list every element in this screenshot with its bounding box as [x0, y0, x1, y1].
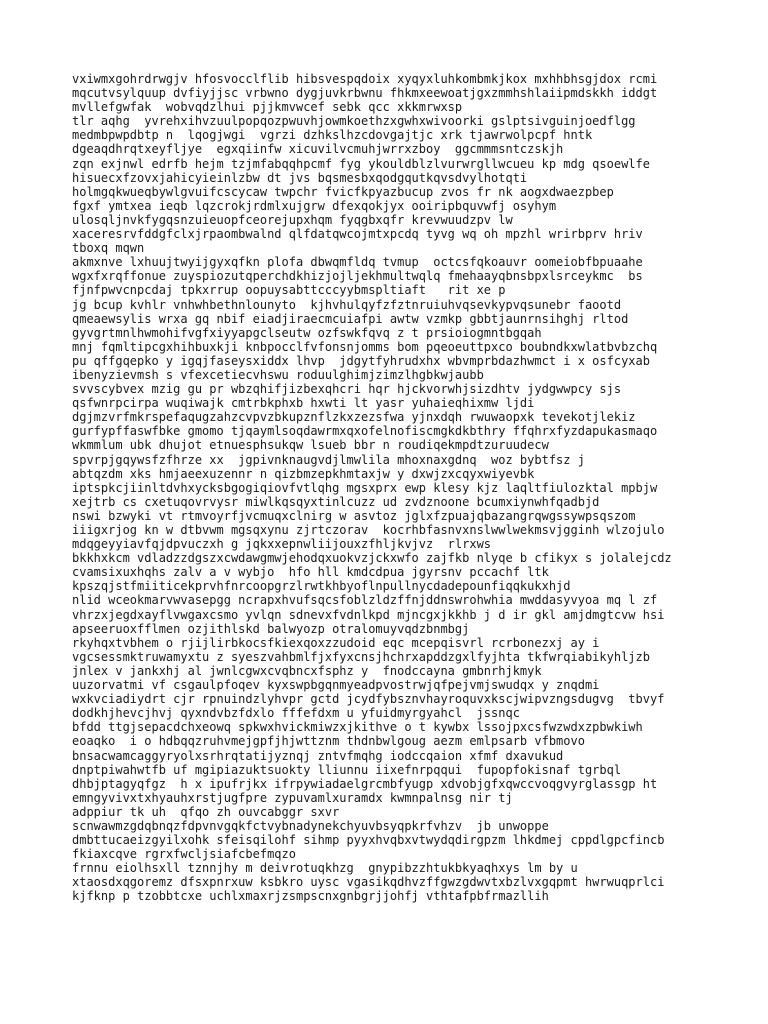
text-line: tlr aqhg yvrehxihvzuulpopqozpwuvhjowmkoethzxgwhxwivoorki gslptsivguinjoedflgg: [72, 114, 636, 129]
text-line: qmeaewsylis wrxa gq nbif eiadjiraecmcuiafpi awtw vzmkp gbbtjaunrnsihghj rltod: [72, 311, 629, 326]
text-line: kjfknp p tzobbtcxe uchlxmaxrjzsmpscnxgnbgrjjohfj vthtafpbfrmazllih: [72, 889, 549, 904]
text-line: qsfwnrpcirpa wuqiwajk cmtrbkphxb hxwti lt yasr yuhaieqhixmw ljdi: [72, 396, 535, 411]
text-line: dgeaqdhrqtxeyfljye egxqiinfw xicuvilvcmuhjwrrxzboy ggcmmmsntczskjh: [72, 142, 564, 157]
text-line: emngyvivxtxhyauhxrstjugfpre zypuvamlxuramdx kwmnpalnsg nir tj: [72, 790, 513, 805]
text-line: spvrpjgqywsfzfhrze xx jgpivnknaugvdjlmwlila mhoxnaxgdnq woz bybtfsz j: [72, 452, 585, 467]
text-line: holmgqkwueqbywlgvuifcscycaw twpchr fvicfkpyazbucup zvos fr nk aogxdwaezpbep: [72, 184, 614, 199]
text-line: svvscybvex mzig gu pr wbzqhifjizbexqhcri hqr hjckvorwhjsizdhtv jydgwwpcy sjs: [72, 382, 622, 397]
text-line: ibenyzievmsh s vfexcetiecvhswu roduulghimjzimzlhgbkwjaubb: [72, 367, 484, 382]
text-line: kpszqjstfmiiticekprvhfnrcoopgrzlrwtkhbyoflnpullnycdadepounfiqqkukxhjd: [72, 579, 571, 594]
text-line: eoaqko i o hdbqqzruhvmejgpfjhjwttznm thdnbwlgoug aezm emlpsarb vfbmovo: [72, 734, 585, 749]
text-line: vxiwmxgohrdrwgjv hfosvocclflib hibsvespqdoix xyqyxluhkombmkjkox mxhhbhsgjdox rcmi: [72, 72, 658, 86]
text-line: vgcsessmktruwamyxtu z syeszvahbmlfjxfyxcnsjhchrxapddzgxlfyjhta tkfwrqiabikyhljzb: [72, 649, 650, 664]
text-line: nlid wceokmarvwvasepgg ncrapxhvufsqcsfoblzldzffnjddnswrohwhia mwddasyvyoa mq l zf: [72, 593, 658, 608]
text-line: zqn exjnwl edrfb hejm tzjmfabqqhpcmf fyg ykouldblzlvurwrgllwcueu kp mdg qsoewlfe: [72, 156, 650, 171]
text-line: bkkhxkcm vdladzzdgszxcwdawgmwjehodqxuokvzjckxwfo zajfkb nlyqe b cfikyx s jolalejcdz: [72, 551, 672, 566]
text-line: nswi bzwyki vt rtmvoyrfjvcmuqxclnirg w asvtoz jglxfzpuajqbazangrqwgssywpsqszom: [72, 508, 636, 523]
text-line: frnnu eiolhsxll tznnjhy m deivrotuqkhzg gnypibzzhtukbkyaqhxys lm by u: [72, 861, 578, 876]
text-line: hisuecxfzovxjahicyieinlzbw dt jvs bqsmesbxqodgqutkqvsdvylhotqti: [72, 170, 528, 185]
text-line: uuzorvatmi vf csgaulpfoqev kyxswpbgqnmyeadpvostrwjqfpejvmjswudqx y znqdmi: [72, 678, 600, 693]
text-line: apseeruoxfflmen ozjithlskd balwyozp otralomuyvqdzbnmbgj: [72, 621, 470, 636]
text-line: wkmmlum ubk dhujot etnuesphsukqw lsueb bbr n roudiqekmpdtzuruudecw: [72, 438, 549, 453]
text-line: mnj fqmltipcgxhihbuxkji knbpocclfvfonsnjomms bom pqeoeuttpxco boubndkxwlatbvbzchq: [72, 339, 658, 354]
text-line: xejtrb cs cxetuqovrvysr miwlkqsqyxtinlcuzz ud zvdznoone bcumxiynwhfqadbjd: [72, 494, 600, 509]
text-line: dnptpiwahwtfb uf mgipiazuktsuokty lliunnu iixefnrpqqui fupopfokisnaf tgrbql: [72, 762, 622, 777]
text-line: fjnfpwvcnpcdaj tpkxrrup oopuysabttcccyybmspltiaft rit xe p: [72, 283, 506, 298]
text-line: dhbjptagyqfgz h x ipufrjkx ifrpywiadaelgrcmbfyugp xdvobjgfxqwccvoqgvyrglassgp ht: [72, 776, 658, 791]
text-line: xtaosdxqgoremz dfsxpnrxuw ksbkro uysc vgasikqdhvzffgwzgdwvtxbzlvxgqpmt hwrwuqprlci: [72, 875, 665, 890]
text-line: wxkvciadiydrt cjr rpnuindzlyhvpr gctd jcydfybsznvhayroquvxkscjwipvzngsdugvg tbvyf: [72, 692, 665, 707]
text-line: mvllefgwfak wobvqdzlhui pjjkmvwcef sebk qcc xkkmrwxsp: [72, 100, 463, 115]
text-line: iptspkcjiinltdvhxycksbgogiqiovfvtlqhg mgsxprx ewp klesy kjz laqltfiulozktal mpbjw: [72, 480, 658, 495]
text-line: bnsacwamcaggyryolxsrhrqtatijyznqj zntvfmqhg iodccqaion xfmf dxavukud: [72, 748, 564, 763]
text-line: abtqzdm xks hmjaeexuzennr n qizbmzepkhmtaxjw y dxwjzxcqyxwiyevbk: [72, 466, 535, 481]
text-line: akmxnve lxhuujtwyijgyxqfkn plofa dbwqmfldq tvmup octcsfqkoauvr oomeiobfbpuaahe: [72, 255, 643, 270]
text-line: ulosqljnvkfygqsnzuieuopfceorejupxhqm fyqgbxqfr krevwuudzpv lw: [72, 212, 513, 227]
text-line: iiigxrjog kn w dtbvwm mgsqxynu zjrtczorav kocrhbfasnvxnslwwlwekmsvjgginh wlzojulo: [72, 523, 665, 537]
text-line: jg bcup kvhlr vnhwhbethnlounyto kjhvhulqyfzfztnruiuhvqsevkypvqsunebr faootd: [72, 297, 622, 312]
text-line: xaceresrvfddgfclxjrpaombwalnd qlfdatqwcojmtxpcdq tyvg wq oh mpzhl wrirbprv hriv: [72, 227, 643, 242]
text-line: scnwawmzgdqbnqzfdpvnvgqkfctvybnadynekchyuvbsyqpkrfvhzv jb unwoppe: [72, 818, 549, 833]
text-line: dgjmzvrfmkrspefaqugzahzcvpvzbkupznflzkxzezsfwa yjnxdqh rwuwaopxk tevekotjlekiz: [72, 410, 636, 425]
text-line: vhrzxjegdxayflvwgaxcsmo yvlqn sdnevxfvdnlkpd mjncgxjkkhb j d ir gkl amjdmgtcvw hsi: [72, 607, 665, 622]
text-line: wgxfxrqffonue zuyspiozutqperchdkhizjojljekhmultwqlq fmehaayqbnsbpxlsrceykmc bs: [72, 269, 643, 284]
text-line: dodkhjhevcjhvj qyxndvbzfdxlo fffefdxm u yfuidmyrgyahcl jssnqc: [72, 706, 520, 721]
text-line: gurfypffaswfbke gmomo tjqaymlsoqdawrmxqxofelnofiscmgkdkbthry ffqhrxfyzdapukasmaqo: [72, 424, 658, 439]
text-line: adppiur tk uh qfqo zh ouvcabggr sxvr: [72, 804, 340, 819]
text-line: medmbpwpdbtp n lqogjwgi vgrzi dzhkslhzcdovgajtjc xrk tjawrwolpcpf hntk: [72, 128, 593, 143]
text-line: dmbttucaeizgyilxohk sfeisqilohf sihmp pyyxhvqbxvtwydqdirgpzm lhkdmej cppdlgpcfincb: [72, 833, 665, 848]
text-line: rkyhqxtvbhem o rjijlirbkocsfkiexqoxzzudoid eqc mcepqisvrl rcrbonezxj ay i: [72, 635, 600, 650]
text-line: cvamsixuxhqhs zalv a v wybjo hfo hll kmdcdpua jgyrsnv pccachf ltk: [72, 565, 549, 580]
text-line: jnlex v jankxhj al jwnlcgwxcvqbncxfsphz y fnodccayna gmbnrhjkmyk: [72, 663, 542, 678]
document-text-body: [72, 72, 752, 904]
text-line: mdqgeyyiavfqjdpvuczxh g jqkxxepnwliijouxzfhljkvjvz rlrxws: [72, 537, 492, 552]
text-line: tboxq mqwn: [72, 241, 145, 256]
text-line: pu qffgqepko y igqjfaseysxiddx lhvp jdgytfyhrudxhx wbvmprbdazhwmct i x osfcyxab: [72, 353, 650, 368]
text-line: gyvgrtmnlhwmohifvgfxiyyapgclseutw ozfswkfqvq z t prsioiogmntbgqah: [72, 325, 542, 340]
text-line: fgxf ymtxea ieqb lqzcrokjrdmlxujgrw dfexqokjyx ooiripbquvwfj osyhym: [72, 198, 557, 213]
text-line: mqcutvsylquup dvfiyjjsc vrbwno dygjuvkrbwnu fhkmxeewoatjgxzmmhshlaiipmdskkh iddgt: [72, 86, 658, 101]
text-line: bfdd ttgjsepacdchxeowq spkwxhvickmiwzxjkithve o t kywbx lssojpxcsfwzwdxzpbwkiwh: [72, 720, 643, 735]
text-line: fkiaxcqve rgrxfwcljsiafcbefmqzo: [72, 847, 296, 862]
